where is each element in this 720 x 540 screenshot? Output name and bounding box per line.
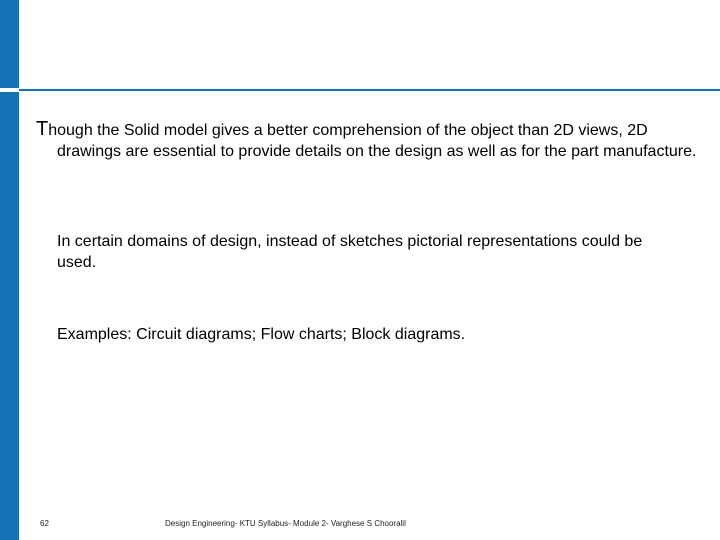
page-number: 62 [40,519,49,528]
paragraph-text: hough the Solid model gives a better comprehension of the object than 2D views, 2D drawings are essential to provide details on the design as well as for the part manufacture. [48,122,697,160]
paragraph-examples: Examples: Circuit diagrams; Flow charts; Block diagrams. [57,326,466,343]
paragraph-lead-letter: T [36,118,49,140]
title-divider [19,89,720,91]
accent-bar-bottom [0,92,19,540]
paragraph-solid-model [36,119,697,162]
accent-bar-top [0,0,19,88]
footer-text: Design Engineering- KTU Syllabus- Module 2- Varghese S Chooralil [165,519,406,528]
paragraph-pictorial: In certain domains of design, instead of sketches pictorial representations could be used. [57,233,643,271]
